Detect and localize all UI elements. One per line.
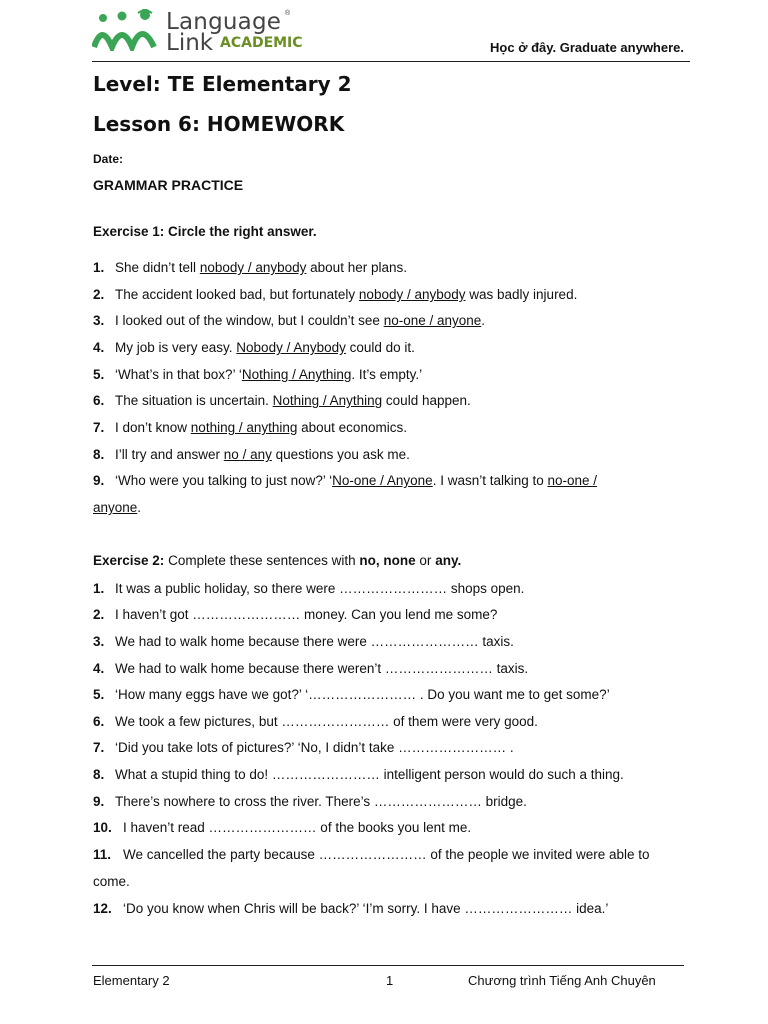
exercise1-item xyxy=(93,414,673,441)
exercise2-item xyxy=(93,575,673,602)
exercise2-heading xyxy=(93,553,461,568)
item-text: could happen. xyxy=(382,393,471,408)
item-text: She didn’t tell xyxy=(115,260,200,275)
item-text: The situation is uncertain. xyxy=(115,393,273,408)
item-text: My job is very easy. xyxy=(115,340,237,355)
item-number: 5. xyxy=(93,367,105,382)
item-number: 9. xyxy=(93,794,105,809)
logo-text-language: Language xyxy=(166,9,282,35)
exercise2-or: or xyxy=(415,553,436,568)
answer-choices[interactable]: no / any xyxy=(223,447,272,462)
footer-program: Chương trình Tiếng Anh Chuyên xyxy=(468,973,656,988)
exercise2-item xyxy=(93,814,673,841)
item-text[interactable]: There’s nowhere to cross the river. There’s …………………… bridge. xyxy=(115,794,527,809)
item-text: . xyxy=(137,500,142,515)
date-label: Date: xyxy=(93,152,124,166)
language-link-logo xyxy=(92,9,303,56)
answer-choices[interactable]: nobody / anybody xyxy=(199,260,307,275)
item-text[interactable]: We cancelled the party because …………………… of the people we invited were able to come. xyxy=(93,847,650,889)
answer-choices[interactable]: Nothing / Anything xyxy=(272,393,383,408)
item-text: I looked out of the window, but I couldn’t see xyxy=(115,313,384,328)
item-number: 6. xyxy=(93,393,105,408)
answer-choices[interactable]: no-one / anyone xyxy=(383,313,482,328)
exercise2-item xyxy=(93,681,673,708)
exercise2-item xyxy=(93,708,673,735)
item-number: 12. xyxy=(93,901,112,916)
item-text: was badly injured. xyxy=(465,287,578,302)
exercise1-item xyxy=(93,307,673,334)
item-text: could do it. xyxy=(345,340,415,355)
footer-divider xyxy=(92,965,684,966)
exercise2-item xyxy=(93,734,673,761)
exercise1-item xyxy=(93,467,641,521)
item-text: questions you ask me. xyxy=(271,447,410,462)
item-text: about economics. xyxy=(297,420,407,435)
item-number: 11. xyxy=(93,847,112,862)
item-number: 3. xyxy=(93,634,105,649)
exercise2-keyword-2: any. xyxy=(435,553,462,568)
level-title: Level: TE Elementary 2 xyxy=(93,72,352,96)
item-text: I don’t know xyxy=(115,420,191,435)
item-number: 2. xyxy=(93,287,105,302)
tagline: Học ở đây. Graduate anywhere. xyxy=(490,40,684,55)
exercise1-item xyxy=(93,361,673,388)
logo-text-academic: ACADEMIC xyxy=(220,35,303,51)
logo-text-link: Link xyxy=(166,30,214,56)
footer-page-number: 1 xyxy=(386,973,394,988)
exercise1-item xyxy=(93,334,673,361)
item-number: 4. xyxy=(93,340,105,355)
item-number: 1. xyxy=(93,581,105,596)
exercise2-item xyxy=(93,788,673,815)
item-text[interactable]: ‘Do you know when Chris will be back?’ ‘I’m sorry. I have …………………… idea.’ xyxy=(123,901,609,916)
answer-choices[interactable]: Nothing / Anything xyxy=(241,367,352,382)
item-text: ‘Who were you talking to just now?’ ‘ xyxy=(115,473,333,488)
exercise1-item xyxy=(93,441,673,468)
item-number: 5. xyxy=(93,687,105,702)
item-text: about her plans. xyxy=(306,260,407,275)
item-number: 10. xyxy=(93,820,112,835)
item-number: 9. xyxy=(93,473,105,488)
logo-people-icon xyxy=(92,9,164,51)
lesson-title: Lesson 6: HOMEWORK xyxy=(93,112,345,136)
item-text[interactable]: We had to walk home because there were …………………… taxis. xyxy=(115,634,514,649)
item-text[interactable]: What a stupid thing to do! …………………… intelligent person would do such a thing. xyxy=(115,767,624,782)
item-text[interactable]: I haven’t read …………………… of the books you lent me. xyxy=(123,820,472,835)
item-text[interactable]: ‘Did you take lots of pictures?’ ‘No, I didn’t take …………………… . xyxy=(115,740,514,755)
item-text[interactable]: ‘How many eggs have we got?’ ‘…………………… . Do you want me to get some?’ xyxy=(115,687,610,702)
item-text: I’ll try and answer xyxy=(115,447,224,462)
exercise2-item xyxy=(93,628,673,655)
item-text: . I wasn’t talking to xyxy=(432,473,548,488)
item-number: 7. xyxy=(93,740,105,755)
item-text: . xyxy=(481,313,486,328)
answer-choices[interactable]: nothing / anything xyxy=(190,420,298,435)
item-text[interactable]: We had to walk home because there weren’t …………………… taxis. xyxy=(115,661,529,676)
exercise2-item xyxy=(93,895,673,922)
item-number: 6. xyxy=(93,714,105,729)
exercise2-instruction: Complete these sentences with xyxy=(164,553,360,568)
item-number: 3. xyxy=(93,313,105,328)
logo-registered-mark: ® xyxy=(285,10,291,17)
item-text[interactable]: It was a public holiday, so there were …………………… shops open. xyxy=(115,581,525,596)
item-number: 1. xyxy=(93,260,105,275)
item-text: . It’s empty.’ xyxy=(351,367,423,382)
item-number: 4. xyxy=(93,661,105,676)
item-number: 2. xyxy=(93,607,105,622)
exercise1-item xyxy=(93,281,673,308)
exercise2-item xyxy=(93,655,673,682)
item-number: 8. xyxy=(93,767,105,782)
answer-choices[interactable]: No-one / Anyone xyxy=(332,473,433,488)
item-number: 7. xyxy=(93,420,105,435)
answer-choices[interactable]: Nobody / Anybody xyxy=(236,340,346,355)
exercise2-item xyxy=(93,841,663,895)
exercise2-item xyxy=(93,761,673,788)
section-heading: GRAMMAR PRACTICE xyxy=(93,177,244,193)
answer-choices[interactable]: nobody / anybody xyxy=(358,287,466,302)
item-text[interactable]: I haven’t got …………………… money. Can you lend me some? xyxy=(115,607,498,622)
exercise2-keyword-1: no, none xyxy=(359,553,416,568)
exercise2-label: Exercise 2: xyxy=(93,553,165,568)
exercise1-item xyxy=(93,254,673,281)
footer-level: Elementary 2 xyxy=(93,973,170,988)
exercise1-item xyxy=(93,387,673,414)
answer-choices[interactable]: no-one / anyone xyxy=(93,473,598,515)
exercise2-item xyxy=(93,601,673,628)
item-text: The accident looked bad, but fortunately xyxy=(115,287,359,302)
item-text[interactable]: We took a few pictures, but …………………… of them were very good. xyxy=(115,714,538,729)
exercise1-heading: Exercise 1: Circle the right answer. xyxy=(93,224,317,239)
item-text: ‘What’s in that box?’ ‘ xyxy=(115,367,242,382)
header-divider xyxy=(92,61,690,62)
item-number: 8. xyxy=(93,447,105,462)
